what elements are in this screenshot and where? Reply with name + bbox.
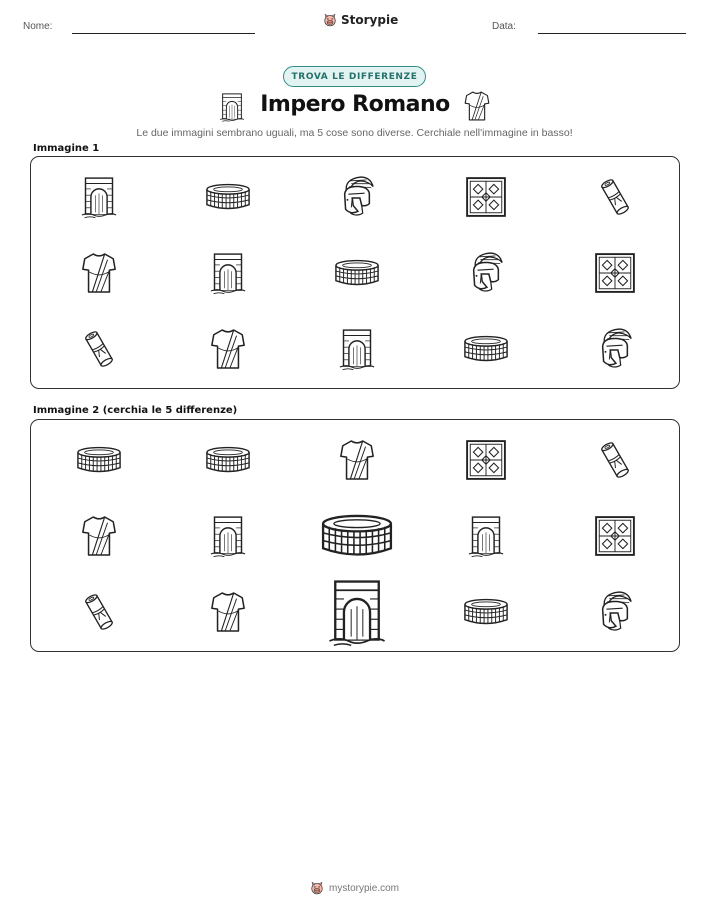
brand-name: Storypie bbox=[341, 13, 399, 27]
aqueduct-icon bbox=[81, 175, 117, 219]
image2-cell[interactable] bbox=[163, 573, 293, 650]
image2-panel[interactable] bbox=[30, 419, 680, 652]
mosaic-icon bbox=[594, 515, 636, 557]
toga-icon bbox=[209, 590, 247, 634]
image1-cell[interactable] bbox=[550, 310, 680, 387]
image1-cell[interactable] bbox=[421, 234, 551, 311]
brand-logo bbox=[323, 13, 398, 27]
name-field-line[interactable] bbox=[72, 33, 255, 34]
image2-cell[interactable] bbox=[163, 421, 293, 498]
mosaic-icon bbox=[594, 252, 636, 294]
image1-cell[interactable] bbox=[421, 310, 551, 387]
name-label: Nome: bbox=[23, 21, 53, 32]
image2-cell[interactable] bbox=[550, 421, 680, 498]
image2-label: Immagine 2 (cerchia le 5 differenze) bbox=[33, 405, 238, 416]
helmet-icon bbox=[596, 589, 634, 635]
aqueduct-icon bbox=[210, 514, 246, 558]
scroll-icon bbox=[81, 589, 117, 635]
image1-cell[interactable] bbox=[34, 310, 164, 387]
image1-cell[interactable] bbox=[163, 234, 293, 311]
image2-cell[interactable] bbox=[34, 573, 164, 650]
scroll-icon bbox=[597, 437, 633, 483]
image2-cell[interactable] bbox=[292, 573, 422, 650]
helmet-icon bbox=[467, 250, 505, 296]
pig-mascot-icon bbox=[323, 13, 337, 27]
colosseum-icon bbox=[463, 597, 509, 627]
image1-grid bbox=[31, 157, 679, 388]
aqueduct-icon bbox=[468, 514, 504, 558]
image2-cell[interactable] bbox=[550, 573, 680, 650]
date-label: Data: bbox=[492, 21, 516, 32]
footer-url[interactable]: mystorypie.com bbox=[328, 882, 399, 894]
colosseum-icon bbox=[463, 334, 509, 364]
toga-icon bbox=[463, 90, 491, 122]
image2-grid bbox=[31, 420, 679, 651]
image2-cell[interactable] bbox=[163, 497, 293, 574]
image1-cell[interactable] bbox=[163, 310, 293, 387]
image1-cell[interactable] bbox=[550, 158, 680, 235]
aqueduct-icon bbox=[219, 92, 245, 122]
aqueduct-icon bbox=[339, 327, 375, 371]
colosseum-icon bbox=[334, 258, 380, 288]
image2-cell[interactable] bbox=[550, 497, 680, 574]
colosseum-icon bbox=[76, 445, 122, 475]
instructions: Le due immagini sembrano uguali, ma 5 cose sono diverse. Cerchiale nell'immagine in basso! bbox=[136, 127, 573, 139]
image2-cell[interactable] bbox=[421, 573, 551, 650]
image2-cell[interactable] bbox=[421, 497, 551, 574]
image1-cell[interactable] bbox=[163, 158, 293, 235]
pig-mascot-icon bbox=[310, 881, 324, 895]
image1-label: Immagine 1 bbox=[33, 143, 100, 154]
colosseum-icon bbox=[320, 512, 394, 560]
scroll-icon bbox=[81, 326, 117, 372]
scroll-icon bbox=[597, 174, 633, 220]
colosseum-icon bbox=[205, 182, 251, 212]
toga-icon bbox=[338, 438, 376, 482]
aqueduct-icon bbox=[210, 251, 246, 295]
aqueduct-icon bbox=[328, 577, 386, 647]
colosseum-icon bbox=[205, 445, 251, 475]
helmet-icon bbox=[338, 174, 376, 220]
activity-badge: TROVA LE DIFFERENZE bbox=[283, 66, 426, 87]
image2-cell[interactable] bbox=[421, 421, 551, 498]
toga-icon bbox=[80, 251, 118, 295]
page-title: Impero Romano bbox=[260, 92, 450, 117]
image1-cell[interactable] bbox=[292, 234, 422, 311]
mosaic-icon bbox=[465, 176, 507, 218]
mosaic-icon bbox=[465, 439, 507, 481]
toga-icon bbox=[80, 514, 118, 558]
image1-cell[interactable] bbox=[292, 310, 422, 387]
image1-cell[interactable] bbox=[421, 158, 551, 235]
image1-panel bbox=[30, 156, 680, 389]
toga-icon bbox=[209, 327, 247, 371]
helmet-icon bbox=[596, 326, 634, 372]
image2-cell[interactable] bbox=[292, 497, 422, 574]
image2-cell[interactable] bbox=[292, 421, 422, 498]
image1-cell[interactable] bbox=[34, 158, 164, 235]
date-field-line[interactable] bbox=[538, 33, 686, 34]
image1-cell[interactable] bbox=[550, 234, 680, 311]
image2-cell[interactable] bbox=[34, 421, 164, 498]
image1-cell[interactable] bbox=[34, 234, 164, 311]
image1-cell[interactable] bbox=[292, 158, 422, 235]
image2-cell[interactable] bbox=[34, 497, 164, 574]
footer bbox=[0, 881, 709, 895]
